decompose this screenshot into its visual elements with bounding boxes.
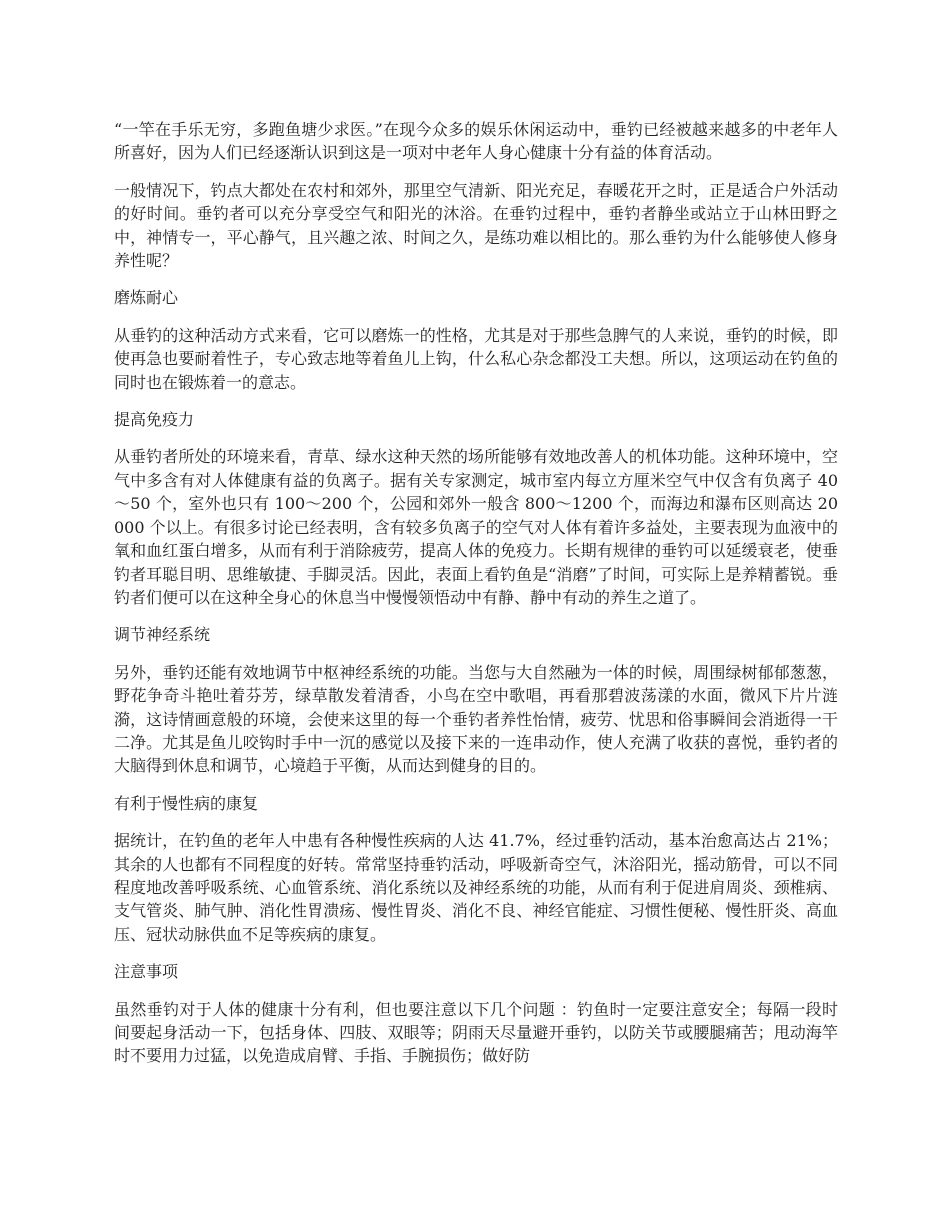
paragraph-immunity: 从垂钓者所处的环境来看，青草、绿水这种天然的场所能够有效地改善人的机体功能。这种环境中，空气中多含有对人体健康有益的负离子。据有关专家测定，城市室内每立方厘米空气中仅含有负离子 40～50 个，室外也只有 100～200 个，公园和郊外一般含 800～1200 个，而海边和瀑布区则高达 20000 个以上。有很多讨论已经表明，含有较多负离子的空气对人体有着许多益处，主要表现为血液中的氧和血红蛋白增多，从而有利于消除疲劳，提高人体的免疫力。长期有规律的垂钓可以延缓衰老，使垂钓者耳聪目明、思维敏捷、手脚灵活。因此，表面上看钓鱼是“消磨”了时间，可实际上是养精蓄锐。垂钓者们便可以在这种全身心的休息当中慢慢领悟动中有静、静中有动的养生之道了。 — [114, 447, 838, 607]
paragraph-nervous-system: 另外，垂钓还能有效地调节中枢神经系统的功能。当您与大自然融为一体的时候，周围绿树郁郁葱葱，野花争奇斗艳吐着芬芳，绿草散发着清香，小鸟在空中歌唱，再看那碧波荡漾的水面，微风下片片涟漪，这诗情画意般的环境，会使来这里的每一个垂钓者养性怡情，疲劳、忧思和俗事瞬间会消逝得一干二净。尤其是鱼儿咬钩时手中一沉的感觉以及接下来的一连串动作，使人充满了收获的喜悦，垂钓者的大脑得到休息和调节，心境趋于平衡，从而达到健身的目的。 — [114, 662, 838, 776]
section-heading-immunity: 提高免疫力 — [114, 410, 195, 430]
section-heading-precautions: 注意事项 — [114, 962, 179, 982]
section-heading-nervous-system: 调节神经系统 — [114, 625, 211, 645]
paragraph-intro: “一竿在手乐无穷，多跑鱼塘少求医。”在现今众多的娱乐休闲运动中，垂钓已经被越来越多的中老年人所喜好，因为人们已经逐渐认识到这是一项对中老年人身心健康十分有益的体育活动。 — [114, 120, 838, 163]
paragraph-precautions: 虽然垂钓对于人体的健康十分有利，但也要注意以下几个问题 ：钓鱼时一定要注意安全；每隔一段时间要起身活动一下，包括身体、四肢、双眼等；阴雨天尽量避开垂钓，以防关节或腰腿痛苦；甩动海竿时不要用力过猛，以免造成肩臂、手指、手腕损伤；做好防 — [114, 999, 838, 1066]
section-heading-patience: 磨炼耐心 — [114, 288, 179, 308]
document-body — [114, 118, 838, 1082]
paragraph-fishing-spots: 一般情况下，钓点大都处在农村和郊外，那里空气清新、阳光充足，春暖花开之时，正是适合户外活动的好时间。垂钓者可以充分享受空气和阳光的沐浴。在垂钓过程中，垂钓者静坐或站立于山林田野之中，神情专一，平心静气，且兴趣之浓、时间之久，是练功难以相比的。那么垂钓为什么能够使人修身养性呢？ — [114, 180, 838, 271]
paragraph-chronic-disease: 据统计，在钓鱼的老年人中患有各种慢性疾病的人达 41.7%，经过垂钓活动，基本治愈高达占 21%；其余的人也都有不同程度的好转。常常坚持垂钓活动，呼吸新奇空气，沐浴阳光，摇动筋骨，可以不同程度地改善呼吸系统、心血管系统、消化系统以及神经系统的功能，从而有利于促进肩周炎、颈椎病、支气管炎、肺气肿、消化性胃溃疡、慢性胃炎、消化不良、神经官能症、习惯性便秘、慢性肝炎、高血压、冠状动脉供血不足等疾病的康复。 — [114, 831, 838, 944]
section-heading-chronic-disease: 有利于慢性病的康复 — [114, 793, 259, 813]
paragraph-patience: 从垂钓的这种活动方式来看，它可以磨炼一的性格，尤其是对于那些急脾气的人来说，垂钓的时候，即使再急也要耐着性子，专心致志地等着鱼儿上钩，什么私心杂念都没工夫想。所以，这项运动在钓鱼的同时也在锻炼着一的意志。 — [114, 325, 838, 392]
